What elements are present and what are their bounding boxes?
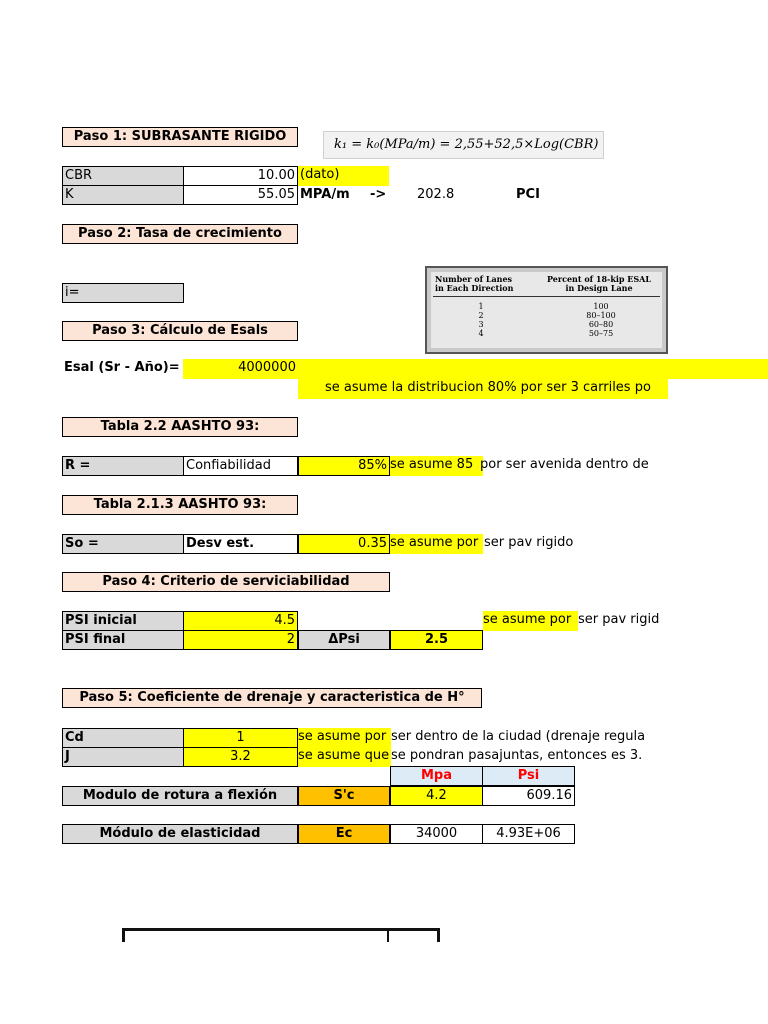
modulo-elasticidad-symbol: Ec [298,824,390,844]
unit-mpa-header: Mpa [390,766,483,786]
cd-note: ser dentro de la ciudad (drenaje regula [391,729,646,744]
r-note: por ser avenida dentro de [480,457,649,472]
lanes-distribution-table [425,266,668,354]
unit-psi-header: Psi [482,766,575,786]
paso5-title: Paso 5: Coeficiente de drenaje y caracteristica de H° [62,688,482,708]
tabla22-title: Tabla 2.2 AASHTO 93: [62,417,298,437]
paso2-title: Paso 2: Tasa de crecimiento [62,224,298,244]
k-pci-value: 202.8 [417,187,455,202]
paso1-title: Paso 1: SUBRASANTE RIGIDO [62,127,298,147]
esal-label: Esal (Sr - Año)= [64,360,180,375]
so-desc: Desv est. [183,534,298,554]
formula-image: k₁ = k₀(MPa/m) = 2,55+52,5×Log(CBR) [323,131,604,159]
so-note-highlight: se asume por [390,534,483,554]
modulo-rotura-label: Modulo de rotura a flexión [62,786,298,806]
i-label: i= [62,283,184,303]
modulo-rotura-mpa[interactable]: 4.2 [390,786,483,806]
j-note: se pondran pasajuntas, entonces es 3. [391,748,643,763]
cd-note-highlight: se asume por [298,728,391,748]
cbr-label: CBR [62,166,184,186]
k-pci-unit: PCI [516,187,540,202]
k-unit: MPA/m [300,187,350,202]
j-label: J [62,747,184,767]
cropped-table-divider [387,931,389,942]
lanes-divider [433,296,660,297]
modulo-rotura-psi[interactable]: 609.16 [482,786,575,806]
modulo-elasticidad-label: Módulo de elasticidad [62,824,298,844]
esal-yellow-band [298,359,768,379]
cd-label: Cd [62,728,184,748]
cbr-note: (dato) [298,166,389,186]
lanes-col2-header: Percent of 18-kip ESAL in Design Lane [546,274,652,293]
cropped-table-image [122,928,440,942]
cbr-value[interactable]: 10.00 [183,166,298,186]
r-value[interactable]: 85% [298,456,390,476]
modulo-rotura-symbol: S'c [298,786,390,806]
so-label: So = [62,534,184,554]
psi-final-value[interactable]: 2 [183,630,298,650]
esal-note: se asume la distribucion 80% por ser 3 carriles po [298,379,668,399]
psi-note-highlight: se asume por [483,611,578,631]
k-value[interactable]: 55.05 [183,185,298,205]
psi-inicial-label: PSI inicial [62,611,184,631]
psi-note: ser pav rigid [578,612,660,627]
r-label: R = [62,456,184,476]
modulo-elasticidad-psi[interactable]: 4.93E+06 [482,824,575,844]
j-value[interactable]: 3.2 [183,747,298,767]
r-note-highlight: se asume 85 [390,456,483,476]
esal-value[interactable]: 4000000 [183,359,298,379]
delta-psi-label: ΔPsi [298,630,390,650]
lanes-col1-values: 1 2 3 4 [478,302,484,338]
delta-psi-value[interactable]: 2.5 [390,630,483,650]
modulo-elasticidad-mpa[interactable]: 34000 [390,824,483,844]
j-note-highlight: se asume que [298,747,391,767]
so-value[interactable]: 0.35 [298,534,390,554]
k-label: K [62,185,184,205]
lanes-col1-header: Number of Lanes in Each Direction [435,274,514,293]
so-note: ser pav rigido [484,535,574,550]
paso3-title: Paso 3: Cálculo de Esals [62,321,298,341]
psi-final-label: PSI final [62,630,184,650]
psi-inicial-value[interactable]: 4.5 [183,611,298,631]
k-arrow: -> [370,187,387,202]
lanes-col2-values: 100 80–100 60–80 50–75 [586,302,616,338]
r-desc: Confiabilidad [183,456,298,476]
cd-value[interactable]: 1 [183,728,298,748]
tabla213-title: Tabla 2.1.3 AASHTO 93: [62,495,298,515]
paso4-title: Paso 4: Criterio de serviciabilidad [62,572,390,592]
